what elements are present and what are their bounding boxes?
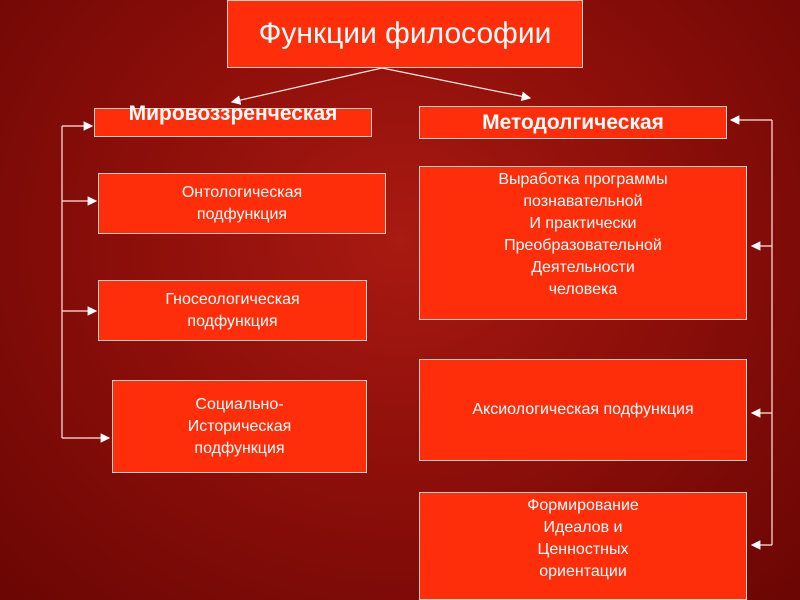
- title-to-right-line: [382, 68, 530, 98]
- title-to-left-line: [232, 68, 382, 102]
- diagram-title: Функции философии: [258, 17, 552, 50]
- left-item-label: Социально- Историческая подфункция: [187, 395, 292, 457]
- right-item-label: Выработка программы познавательной И практически Преобразовательной Деятельности человека: [498, 171, 668, 298]
- right-item-box-1: [419, 166, 747, 320]
- diagram-title-box: [227, 0, 583, 68]
- left-heading-box: [94, 102, 372, 137]
- left-item-label: Онтологическая подфункция: [181, 183, 303, 223]
- right-item-label: Формирование Идеалов и Ценностных ориентации: [527, 497, 639, 580]
- left-heading: Мировоззренческая: [128, 102, 338, 125]
- right-item-box-2: [419, 359, 747, 461]
- right-heading: Методолгическая: [482, 110, 664, 134]
- left-item-box-2: [98, 280, 367, 341]
- right-item-box-3: [419, 492, 747, 600]
- right-heading-box: [419, 106, 727, 139]
- left-item-box-1: [98, 173, 386, 234]
- left-item-label: Гносеологическая подфункция: [165, 290, 300, 330]
- left-item-box-3: [112, 380, 367, 473]
- right-item-label: Аксиологическая подфункция: [472, 401, 694, 418]
